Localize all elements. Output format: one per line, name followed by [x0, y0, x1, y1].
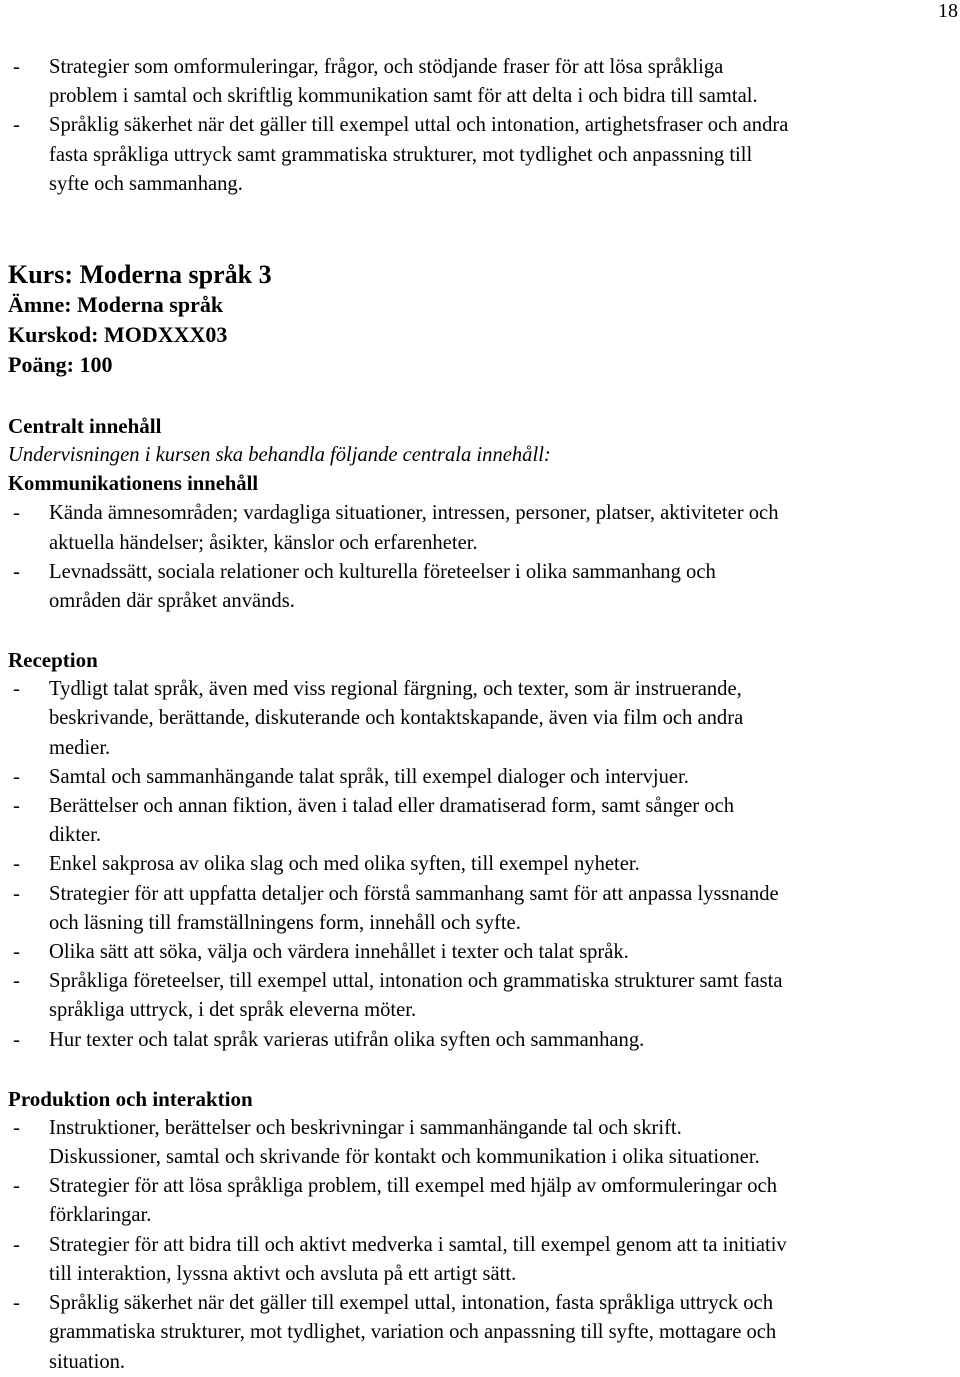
document-body: [8, 53, 958, 1377]
list-dash: -: [13, 502, 20, 525]
list-dash: -: [13, 678, 20, 701]
list-item-text: Strategier för att lösa språkliga problem, till exempel med hjälp av omformuleringar och: [49, 1175, 777, 1198]
list-dash: -: [13, 882, 20, 905]
list-item-text: Språklig säkerhet när det gäller till exempel uttal och intonation, artighetsfraser och andra: [49, 114, 789, 137]
list-dash: -: [13, 765, 20, 788]
list-item-text: Kända ämnesområden; vardagliga situationer, intressen, personer, platser, aktiviteter och: [49, 502, 779, 525]
course-code: Kurskod: MODXXX03: [8, 322, 228, 348]
list-item: [8, 1114, 958, 1172]
list-item: [8, 111, 958, 199]
list-dash: -: [13, 56, 20, 78]
list-item-text: Strategier för att uppfatta detaljer och förstå sammanhang samt för att anpassa lyssnande: [49, 882, 779, 905]
list-item-text: Tydligt talat språk, även med viss regional färgning, och texter, som är instruerande,: [49, 678, 742, 701]
list-dash: -: [13, 1292, 20, 1315]
list-dash: -: [13, 853, 20, 876]
list-dash: -: [13, 795, 20, 818]
list-item-text: situation.: [49, 1350, 126, 1373]
list-item: [8, 763, 958, 792]
list-item-text: syfte och sammanhang.: [49, 172, 243, 195]
reception-heading: Reception: [8, 648, 98, 673]
course-points: Poäng: 100: [8, 352, 113, 378]
list-item-text: och läsning till framställningens form, innehåll och syfte.: [49, 911, 521, 934]
list-item-text: områden där språket används.: [49, 590, 295, 613]
list-item-text: Enkel sakprosa av olika slag och med olika syften, till exempel nyheter.: [49, 853, 640, 876]
list-item: [8, 558, 958, 616]
list-item-text: grammatiska strukturer, mot tydlighet, variation och anpassning till syfte, mottagare och: [49, 1321, 777, 1344]
list-item: [8, 880, 958, 938]
list-item-text: fasta språkliga uttryck samt grammatiska strukturer, mot tydlighet och anpassning till: [49, 143, 753, 166]
central-content-intro: Undervisningen i kursen ska behandla följande centrala innehåll:: [8, 444, 551, 467]
list-item-text: aktuella händelser; åsikter, känslor och erfarenheter.: [49, 531, 478, 554]
list-item: [8, 499, 958, 557]
list-item: [8, 938, 958, 967]
production-list: [8, 1114, 958, 1377]
list-dash: -: [13, 560, 20, 583]
list-dash: -: [13, 1175, 20, 1198]
central-content-heading: Centralt innehåll: [8, 414, 162, 439]
list-item-text: Strategier som omformuleringar, frågor, och stödjande fraser för att lösa språkliga: [49, 56, 724, 78]
list-item-text: Hur texter och talat språk varieras utifrån olika syften och sammanhang.: [49, 1028, 645, 1051]
communication-list: [8, 499, 958, 616]
list-item-text: Olika sätt att söka, välja och värdera innehållet i texter och talat språk.: [49, 941, 629, 964]
list-item-text: Berättelser och annan fiktion, även i talad eller dramatiserad form, samt sånger och: [49, 795, 735, 818]
list-dash: -: [13, 941, 20, 964]
production-heading: Produktion och interaktion: [8, 1086, 253, 1111]
list-dash: -: [13, 1028, 20, 1051]
list-item: [8, 675, 958, 763]
list-item-text: problem i samtal och skriftlig kommunikation samt för att delta i och bidra till samtal.: [49, 85, 758, 108]
course-title: Kurs: Moderna språk 3: [8, 260, 272, 290]
communication-heading: Kommunikationens innehåll: [8, 473, 259, 496]
list-item-text: beskrivande, berättande, diskuterande och kontaktskapande, även via film och andra: [49, 707, 744, 730]
list-item-text: till interaktion, lyssna aktivt och avsluta på ett artigt sätt.: [49, 1262, 517, 1285]
list-dash: -: [13, 1116, 20, 1139]
list-dash: -: [13, 1233, 20, 1256]
list-item: [8, 1172, 958, 1230]
list-item-text: Diskussioner, samtal och skrivande för kontakt och kommunikation i olika situationer.: [49, 1146, 760, 1169]
list-item-text: språkliga uttryck, i det språk eleverna möter.: [49, 999, 417, 1022]
list-item-text: Språkliga företeelser, till exempel uttal, intonation och grammatiska strukturer samt fasta: [49, 970, 783, 993]
list-item-text: medier.: [49, 736, 111, 759]
intro-list: [8, 53, 958, 199]
list-item-text: Samtal och sammanhängande talat språk, till exempel dialoger och intervjuer.: [49, 765, 689, 788]
list-item-text: förklaringar.: [49, 1204, 152, 1227]
list-item: [8, 53, 958, 111]
page-number: 18: [938, 0, 958, 22]
course-subject: Ämne: Moderna språk: [8, 292, 224, 318]
list-item: [8, 1289, 958, 1377]
list-item-text: dikter.: [49, 824, 102, 847]
list-item: [8, 967, 958, 1025]
list-dash: -: [13, 970, 20, 993]
list-item-text: Strategier för att bidra till och aktivt medverka i samtal, till exempel genom att ta initiativ: [49, 1233, 787, 1256]
list-item: [8, 850, 958, 879]
list-item: [8, 1026, 958, 1055]
list-item: [8, 792, 958, 850]
list-dash: -: [13, 114, 20, 137]
list-item-text: Språklig säkerhet när det gäller till exempel uttal, intonation, fasta språkliga uttryck och: [49, 1292, 773, 1315]
list-item-text: Instruktioner, berättelser och beskrivningar i sammanhängande tal och skrift.: [49, 1116, 682, 1139]
list-item-text: Levnadssätt, sociala relationer och kulturella företeelser i olika sammanhang och: [49, 560, 716, 583]
reception-list: [8, 675, 958, 1055]
list-item: [8, 1231, 958, 1289]
